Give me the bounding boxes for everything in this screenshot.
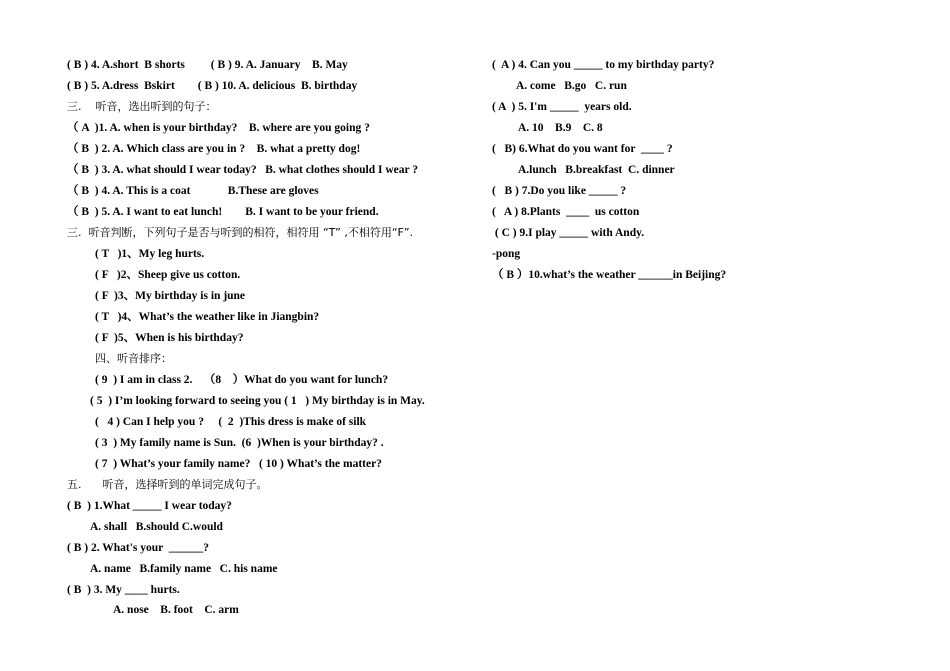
answer-line: ( 5 ) I’m looking forward to seeing you ( 1 ) My birthday is in May. <box>90 395 425 407</box>
answer-line: ( 4 ) Can I help you ? ( 2 )This dress is make of silk <box>95 416 367 428</box>
answer-line: ( A ) 5. I'm _____ years old. <box>492 101 632 113</box>
answer-line: ( A ) 4. Can you _____ to my birthday party? <box>492 59 715 71</box>
answer-line: ( B ) 4. A.short B shorts ( B ) 9. A. January B. May <box>67 59 348 71</box>
answer-line: ( 7 ) What’s your family name? ( 10 ) What’s the matter? <box>95 458 382 470</box>
answer-line: （ B ) 4. A. This is a coat B.These are gloves <box>67 185 319 197</box>
answer-line: ( F )5、When is his birthday? <box>95 332 244 344</box>
section-heading: 三. 听音判断，下列句子是否与听到的相符，相符用 “T” ,不相符用“F”. <box>67 226 414 239</box>
answer-line: ( B) 6.What do you want for ____ ? <box>492 143 673 155</box>
answer-line: ( B ) 1.What _____ I wear today? <box>67 500 232 512</box>
answer-line: ( 3 ) My family name is Sun. (6 )When is your birthday? . <box>95 437 384 449</box>
answer-line: ( T )1、My leg hurts. <box>95 248 205 260</box>
section-heading: 四、听音排序： <box>95 352 172 365</box>
answer-line: ( B ) 5. A.dress Bskirt ( B ) 10. A. delicious B. birthday <box>67 80 358 92</box>
answer-line: ( F )3、My birthday is in june <box>95 290 246 302</box>
answer-line: ( B ) 7.Do you like _____ ? <box>492 185 627 197</box>
options-line: A. shall B.should C.would <box>90 521 223 533</box>
options-line: A.lunch B.breakfast C. dinner <box>518 164 675 176</box>
section-heading: 五. 听音，选择听到的单词完成句子。 <box>67 478 268 491</box>
options-line: A. nose B. foot C. arm <box>113 604 239 616</box>
answer-line: ( 9 ) I am in class 2. （8 ）What do you want for lunch? <box>95 374 389 386</box>
options-line: A. name B.family name C. his name <box>90 563 278 575</box>
answer-line: （ B ）10.what’s the weather ______in Beijing? <box>492 269 727 281</box>
answer-line: ( F )2、Sheep give us cotton. <box>95 269 241 281</box>
options-line: A. come B.go C. run <box>516 80 627 92</box>
section-heading: 三. 听音，选出听到的句子： <box>67 100 217 113</box>
answer-line: ( C ) 9.I play _____ with Andy. <box>492 227 645 239</box>
answer-line: -pong <box>492 248 521 260</box>
answer-line: （ B ) 3. A. what should I wear today? B. what clothes should I wear ? <box>67 164 419 176</box>
options-line: A. 10 B.9 C. 8 <box>518 122 603 134</box>
answer-line: ( T )4、What’s the weather like in Jiangbin? <box>95 311 320 323</box>
answer-line: ( B ) 3. My ____ hurts. <box>67 584 180 596</box>
answer-line: （ A )1. A. when is your birthday? B. where are you going ? <box>67 122 370 134</box>
answer-line: （ B ) 5. A. I want to eat lunch! B. I want to be your friend. <box>67 206 379 218</box>
answer-line: ( B ) 2. What's your ______? <box>67 542 210 554</box>
answer-line: ( A ) 8.Plants ____ us cotton <box>492 206 640 218</box>
answer-line: （ B ) 2. A. Which class are you in ? B. what a pretty dog! <box>67 143 361 155</box>
